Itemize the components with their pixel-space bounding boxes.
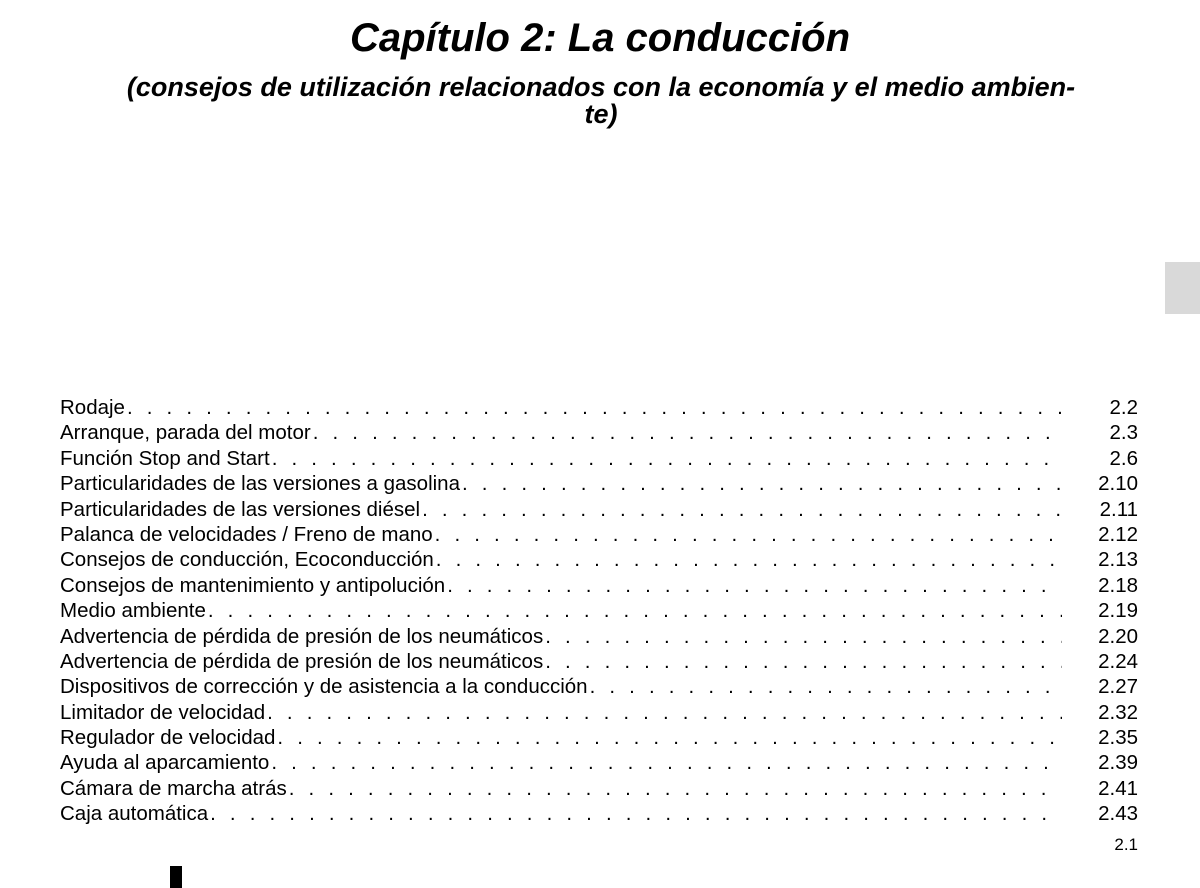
toc-entry-palanca-freno[interactable] [60, 522, 1138, 547]
toc-dot-leader [277, 725, 1062, 750]
page-number: 2.1 [1114, 835, 1138, 854]
toc-entry-caja-automatica[interactable] [60, 801, 1138, 826]
toc-entry-ayuda-aparcamiento[interactable] [60, 750, 1138, 775]
toc-dot-leader [271, 750, 1062, 775]
toc-entry-page: 2.43 [1098, 802, 1138, 826]
toc-dot-leader [210, 801, 1062, 826]
toc-entry-page: 2.6 [1109, 446, 1138, 470]
toc-entry-page: 2.24 [1098, 649, 1138, 673]
toc-entry-label: Arranque, parada del motor [60, 421, 311, 445]
toc-entry-label: Advertencia de pérdida de presión de los neumáticos [60, 624, 544, 648]
chapter-title: Capítulo 2: La conducción [349, 16, 851, 60]
toc-entry-label: Palanca de velocidades / Freno de mano [60, 522, 433, 546]
toc-entry-label: Advertencia de pérdida de presión de los neumáticos [60, 649, 544, 673]
chapter-subtitle [52, 74, 1150, 128]
toc-entry-page: 2.13 [1098, 548, 1138, 572]
toc-entry-page: 2.2 [1109, 396, 1138, 419]
toc-dot-leader [462, 471, 1062, 496]
toc-dot-leader [289, 776, 1062, 801]
toc-dot-leader [267, 700, 1062, 725]
toc-dot-leader [313, 420, 1062, 445]
toc-dot-leader [590, 674, 1062, 699]
toc-entry-page: 2.20 [1098, 624, 1138, 648]
toc-entry-consejos-mantenimiento[interactable] [60, 573, 1138, 598]
toc-dot-leader [436, 547, 1062, 572]
toc-entry-page: 2.41 [1098, 776, 1138, 800]
toc-dot-leader [127, 395, 1062, 420]
toc-entry-rodaje[interactable] [60, 395, 1138, 420]
toc-entry-label: Consejos de mantenimiento y antipolución [60, 573, 446, 597]
toc-dot-leader [435, 522, 1062, 547]
toc-entry-stop-and-start[interactable] [60, 446, 1138, 471]
toc-entry-presion-neumaticos-1[interactable] [60, 624, 1138, 649]
toc-entry-label: Función Stop and Start [60, 446, 270, 470]
print-edge-mark [170, 866, 182, 888]
toc-entry-label: Dispositivos de corrección y de asistencia a la conducción [60, 675, 588, 699]
toc-entry-limitador-velocidad[interactable] [60, 700, 1138, 725]
toc-entry-page: 2.3 [1109, 421, 1138, 445]
toc-entry-page: 2.18 [1098, 573, 1138, 597]
toc-entry-page: 2.11 [1099, 497, 1138, 521]
toc-entry-page: 2.10 [1098, 472, 1138, 496]
toc-entry-label: Rodaje [60, 396, 125, 419]
toc-entry-label: Limitador de velocidad [60, 700, 266, 724]
toc-entry-arranque-parada-motor[interactable] [60, 420, 1138, 445]
toc-entry-page: 2.12 [1098, 522, 1138, 546]
toc-entry-page: 2.32 [1098, 700, 1138, 724]
toc-entry-page: 2.39 [1098, 751, 1138, 775]
toc-dot-leader [422, 497, 1062, 522]
toc-entry-camara-marcha-atras[interactable] [60, 776, 1138, 801]
toc-dot-leader [208, 598, 1062, 623]
toc-entry-label: Ayuda al aparcamiento [60, 751, 270, 775]
toc-entry-label: Caja automática [60, 802, 209, 826]
toc-entry-label: Medio ambiente [60, 599, 206, 623]
toc-entry-presion-neumaticos-2[interactable] [60, 649, 1138, 674]
toc-dot-leader [545, 649, 1062, 674]
toc-dot-leader [447, 573, 1062, 598]
toc-entry-dispositivos-asistencia[interactable] [60, 674, 1138, 699]
toc-entry-medio-ambiente[interactable] [60, 598, 1138, 623]
toc-entry-label: Cámara de marcha atrás [60, 776, 287, 800]
toc-dot-leader [545, 624, 1062, 649]
toc-entry-regulador-velocidad[interactable] [60, 725, 1138, 750]
toc-entry-consejos-conduccion[interactable] [60, 547, 1138, 572]
table-of-contents [60, 395, 1138, 827]
toc-entry-label: Particularidades de las versiones diésel [60, 497, 421, 521]
toc-entry-versiones-diesel[interactable] [60, 497, 1138, 522]
toc-entry-page: 2.19 [1098, 599, 1138, 623]
toc-entry-page: 2.35 [1098, 726, 1138, 750]
toc-entry-page: 2.27 [1098, 675, 1138, 699]
toc-entry-label: Particularidades de las versiones a gasolina [60, 472, 460, 496]
toc-entry-versiones-gasolina[interactable] [60, 471, 1138, 496]
chapter-side-tab [1165, 262, 1200, 314]
chapter-subtitle-line-1: (consejos de utilización relacionados con la economía y el medio ambien- [126, 72, 1076, 102]
toc-dot-leader [272, 446, 1062, 471]
toc-entry-label: Regulador de velocidad [60, 726, 276, 750]
chapter-subtitle-line-2: te) [584, 99, 618, 129]
toc-entry-label: Consejos de conducción, Ecoconducción [60, 548, 434, 572]
